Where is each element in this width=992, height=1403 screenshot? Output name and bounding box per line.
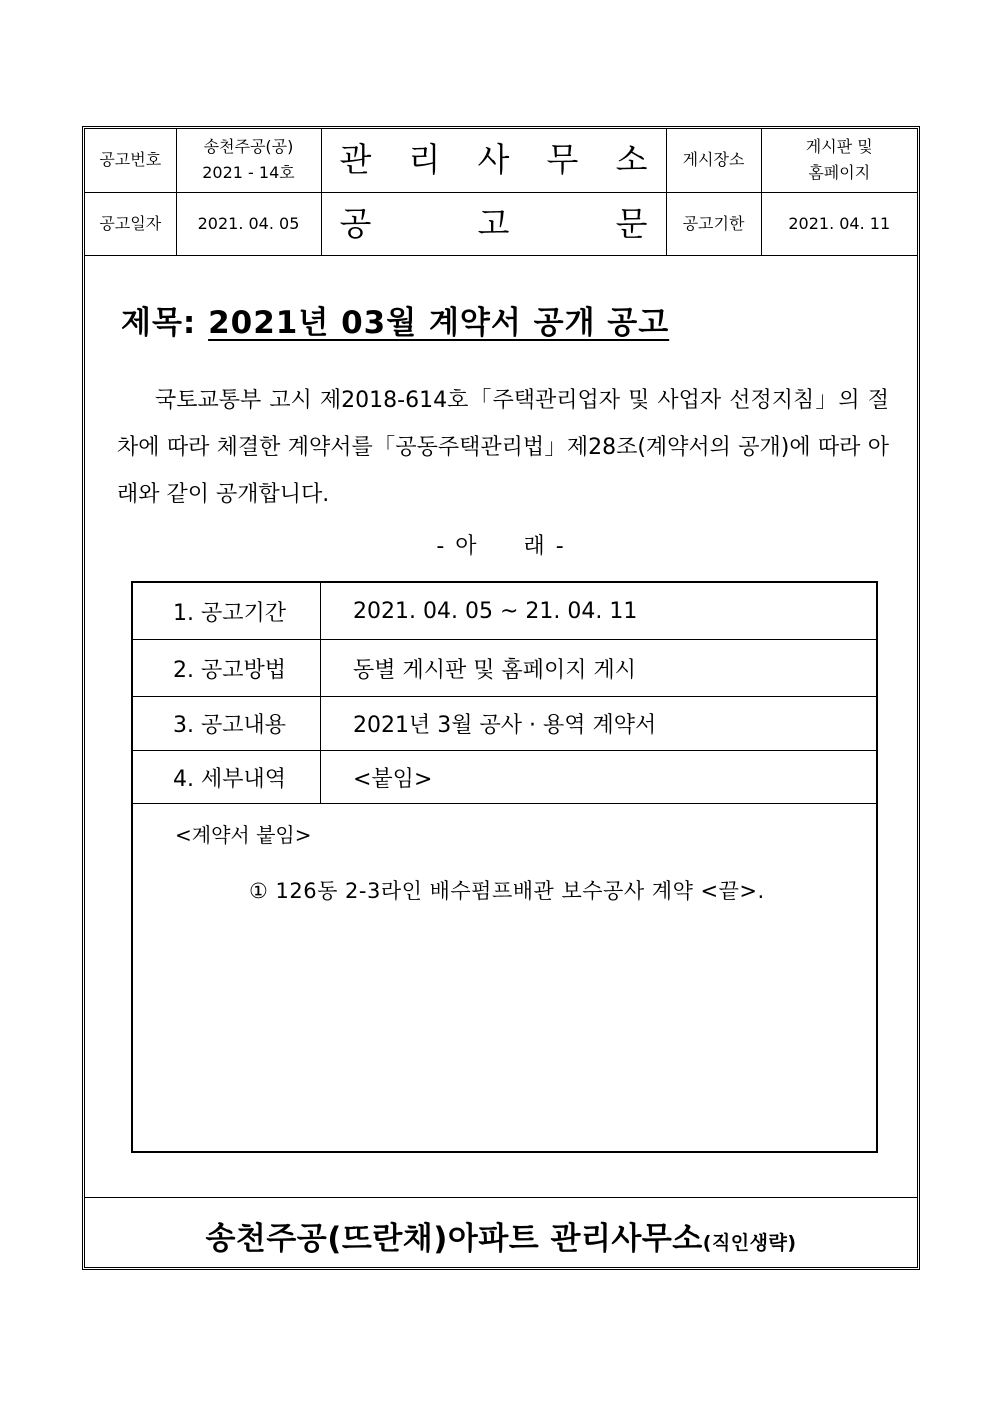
details-key: 1. 공고기간 — [133, 583, 321, 639]
footer-signature — [85, 1213, 917, 1258]
notice-number-line1: 송천주공(공) — [203, 137, 294, 157]
details-value: 동별 게시판 및 홈페이지 게시 — [353, 657, 636, 683]
deadline-value: 2021. 04. 11 — [761, 192, 917, 255]
details-row — [133, 583, 876, 640]
deadline-label: 공고기한 — [666, 192, 761, 255]
notice-date-label: 공고일자 — [85, 192, 176, 255]
office-title-char: 무 — [546, 140, 579, 180]
office-title-char: 소 — [615, 140, 648, 180]
office-title-char: 관 — [339, 140, 372, 180]
notice-doc-title-text — [322, 204, 666, 244]
notice-doc-title — [321, 192, 666, 255]
posting-place-label: 게시장소 — [666, 129, 761, 192]
notice-number-label: 공고번호 — [85, 129, 176, 192]
notice-subject — [121, 297, 669, 342]
section-heading: - 아 래 - — [436, 534, 566, 559]
details-value: 2021년 3월 공사 · 용역 계약서 — [353, 713, 657, 738]
subject-text: 2021년 03월 계약서 공개 공고 — [208, 305, 670, 341]
details-row — [133, 640, 876, 697]
office-title-char: 사 — [477, 140, 510, 180]
office-title-char: 리 — [408, 140, 441, 180]
notice-body-paragraph: 국토교통부 고시 제2018-614호「주택관리업자 및 사업자 선정지침」의 절차에 따라 체결한 계약서를「공동주택관리법」제28조(계약서의 공개)에 따라 아래와 같이 공개합니다. — [117, 388, 889, 507]
attachment-title: <계약서 붙임> — [175, 823, 312, 847]
office-title-top — [322, 140, 666, 180]
footer-office-name: 송천주공(뜨란채)아파트 관리사무소 — [205, 1221, 703, 1257]
notice-frame — [82, 126, 920, 1270]
notice-doc-title-char: 문 — [615, 203, 648, 243]
details-key: 4. 세부내역 — [133, 751, 321, 803]
notice-date-value: 2021. 04. 05 — [176, 192, 321, 255]
details-key: 2. 공고방법 — [133, 640, 321, 696]
posting-place-line2: 홈페이지 — [808, 163, 871, 183]
notice-header-table — [85, 129, 917, 256]
notice-number-line2: 2021 - 14호 — [202, 163, 295, 183]
details-key: 3. 공고내용 — [133, 697, 321, 750]
notice-number-value — [176, 129, 321, 192]
details-table — [131, 581, 878, 1153]
details-value: <붙임> — [353, 766, 433, 792]
office-title — [321, 129, 666, 192]
notice-body — [117, 377, 889, 518]
attachment-item: ① 126동 2-3라인 배수펌프배관 보수공사 계약 <끝>. — [249, 879, 765, 903]
footer-seal-note: (직인생략) — [702, 1232, 797, 1254]
details-row — [133, 751, 876, 804]
footer-divider — [85, 1197, 917, 1198]
posting-place-value — [761, 129, 917, 192]
posting-place-line1: 게시판 및 — [805, 137, 873, 157]
subject-prefix: 제목: — [121, 305, 209, 341]
details-value: 2021. 04. 05 ~ 21. 04. 11 — [353, 598, 638, 624]
notice-doc-title-char: 공 — [339, 203, 372, 243]
details-row — [133, 697, 876, 751]
notice-doc-title-char: 고 — [477, 203, 510, 243]
